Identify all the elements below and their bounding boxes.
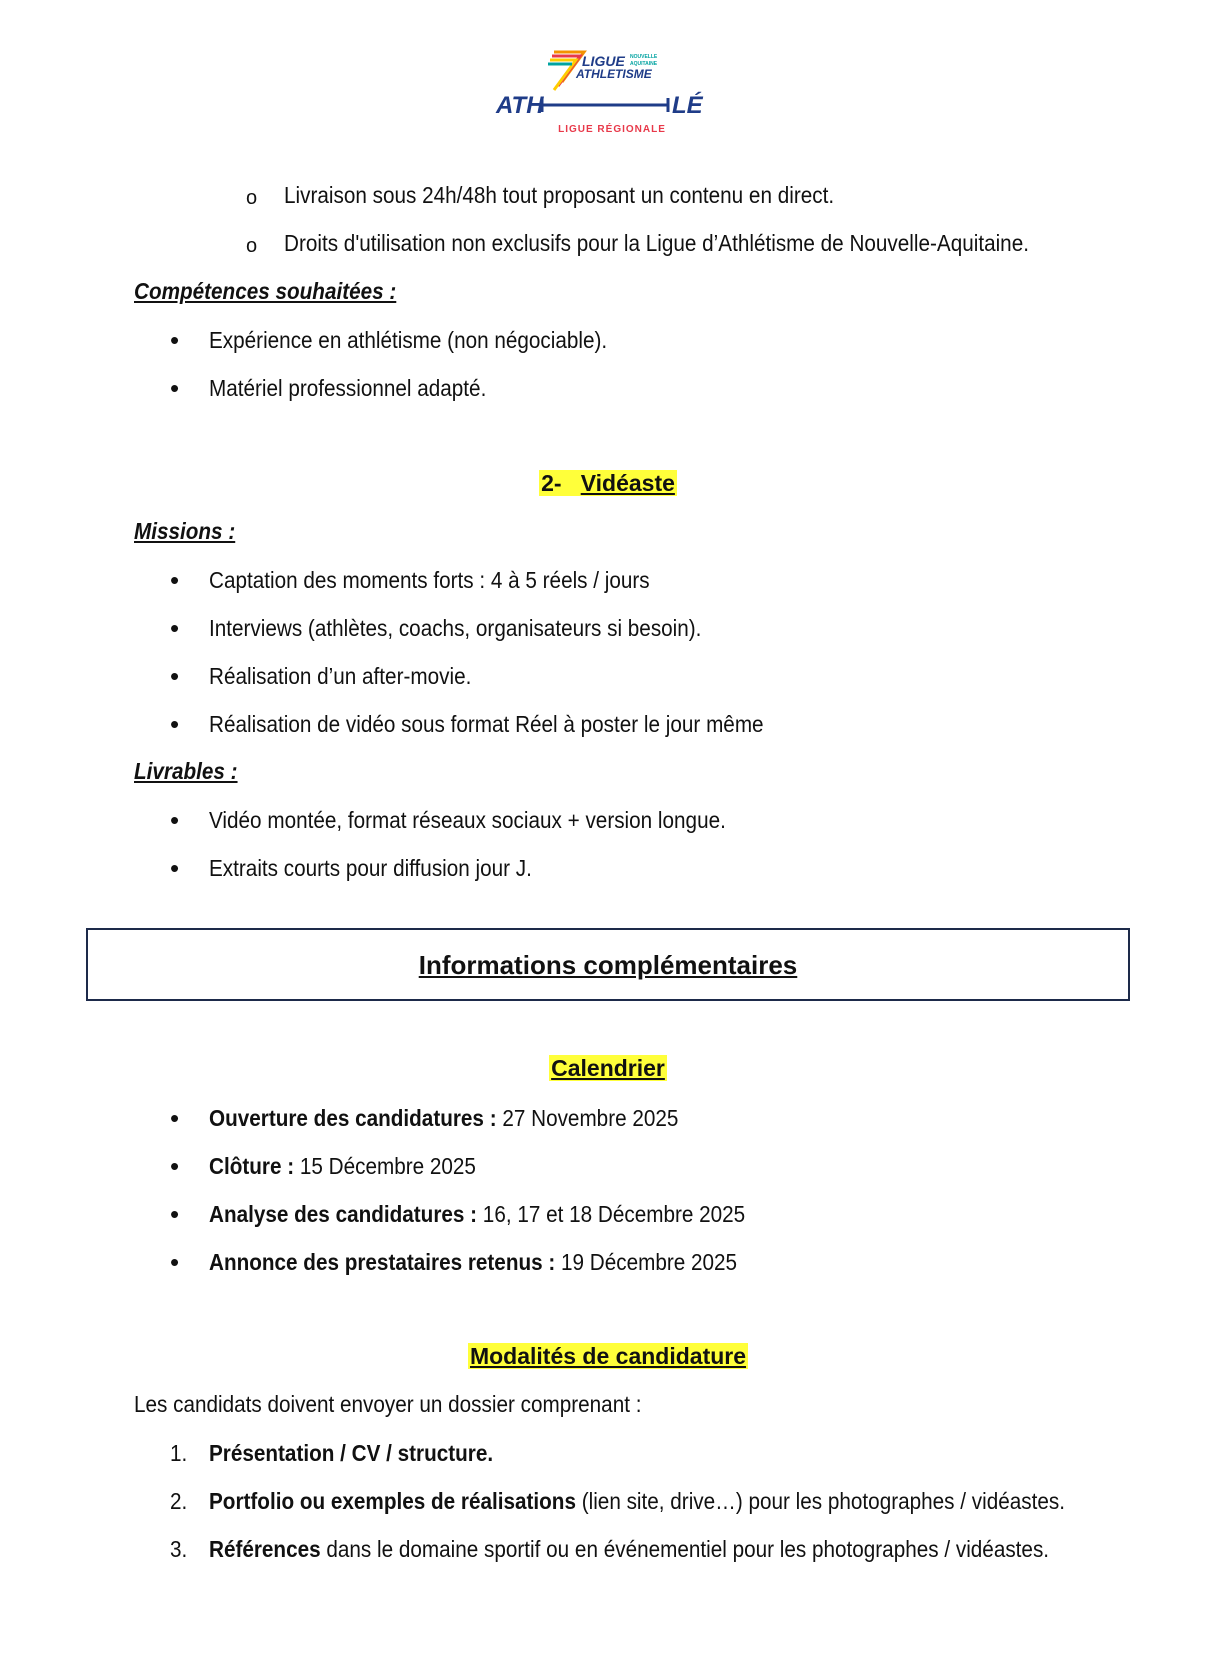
bullet-dot: • (170, 1103, 180, 1133)
bullet-dot: • (170, 325, 180, 355)
numbered-item-bold: Présentation / CV / structure. (209, 1440, 494, 1466)
list-number: 3. (170, 1536, 188, 1562)
calendar-item-value: 19 Décembre 2025 (555, 1249, 738, 1275)
bullet-dot: • (170, 1199, 180, 1229)
calendar-item-label: Ouverture des candidatures : (209, 1105, 497, 1131)
logo-line2: ATHLETISME (576, 67, 652, 81)
calendar-item-value: 15 Décembre 2025 (294, 1153, 476, 1179)
circle-bullet: o (246, 235, 258, 257)
list-number: 1. (170, 1440, 188, 1466)
bullet-dot: • (170, 661, 180, 691)
ligue-athletisme-logo (492, 48, 732, 138)
videaste-title-text: Vidéaste (580, 470, 675, 496)
bullet-dot: • (170, 373, 180, 403)
calendar-item (209, 1151, 476, 1181)
logo-wordmark-right: LÉ (672, 92, 703, 119)
list-item: Matériel professionnel adapté. (209, 375, 487, 401)
calendar-item-label: Annonce des prestataires retenus : (209, 1249, 556, 1275)
calendar-item (209, 1103, 678, 1133)
logo-region-1: NOUVELLE (630, 54, 658, 60)
numbered-item (209, 1534, 1049, 1564)
logo-graphic (492, 48, 732, 138)
calendar-item-label: Clôture : (209, 1153, 295, 1179)
list-item: Interviews (athlètes, coachs, organisateurs si besoin). (209, 615, 702, 641)
videaste-number: 2- (541, 470, 562, 496)
bullet-dot: • (170, 565, 180, 595)
competences-heading: Compétences souhaitées : (134, 278, 397, 304)
list-item: Captation des moments forts : 4 à 5 réels / jours (209, 567, 650, 593)
missions-heading: Missions : (134, 518, 236, 544)
bullet-dot: • (170, 805, 180, 835)
calendar-item (209, 1199, 745, 1229)
numbered-item (209, 1486, 1065, 1516)
logo-region-2: AQUITAINE (630, 61, 658, 67)
bullet-dot: • (170, 853, 180, 883)
numbered-item-rest: (lien site, drive…) pour les photographes / vidéastes. (575, 1488, 1065, 1514)
calendar-item (209, 1247, 737, 1277)
list-item: Expérience en athlétisme (non négociable). (209, 327, 608, 353)
calendar-item-value: 16, 17 et 18 Décembre 2025 (477, 1201, 746, 1227)
list-number: 2. (170, 1488, 188, 1514)
bullet-dot: • (170, 1151, 180, 1181)
modalites-title-text: Modalités de candidature (469, 1343, 747, 1369)
numbered-item-rest: dans le domaine sportif ou en événementiel pour les photographes / vidéastes. (320, 1536, 1050, 1562)
list-item: Réalisation de vidéo sous format Réel à poster le jour même (209, 711, 764, 737)
livrables-heading: Livrables : (134, 758, 238, 784)
bullet-dot: • (170, 613, 180, 643)
list-item: Livraison sous 24h/48h tout proposant un contenu en direct. (284, 182, 835, 208)
numbered-item-bold: Portfolio ou exemples de réalisations (209, 1488, 576, 1514)
calendar-item-label: Analyse des candidatures : (209, 1201, 478, 1227)
modalites-title (0, 1341, 1216, 1371)
info-box-title: Informations complémentaires (418, 950, 798, 980)
list-item: Vidéo montée, format réseaux sociaux + version longue. (209, 807, 726, 833)
list-item: Extraits courts pour diffusion jour J. (209, 855, 532, 881)
bullet-dot: • (170, 709, 180, 739)
bullet-dot: • (170, 1247, 180, 1277)
modalites-intro: Les candidats doivent envoyer un dossier comprenant : (134, 1391, 642, 1417)
calendrier-title-text: Calendrier (551, 1055, 665, 1081)
numbered-item (209, 1438, 493, 1468)
list-item: Droits d'utilisation non exclusifs pour la Ligue d’Athlétisme de Nouvelle-Aquitaine. (284, 230, 1029, 256)
logo-wordmark-left: ATH (496, 92, 544, 119)
list-item: Réalisation d’un after-movie. (209, 663, 472, 689)
logo-subtitle: LIGUE RÉGIONALE (558, 124, 666, 135)
calendrier-title (0, 1053, 1216, 1083)
videaste-title (0, 468, 1216, 498)
numbered-item-bold: Références (209, 1536, 321, 1562)
info-box (86, 928, 1130, 1001)
circle-bullet: o (246, 187, 258, 209)
calendar-item-value: 27 Novembre 2025 (496, 1105, 679, 1131)
logo-line1: LIGUE (582, 53, 625, 69)
